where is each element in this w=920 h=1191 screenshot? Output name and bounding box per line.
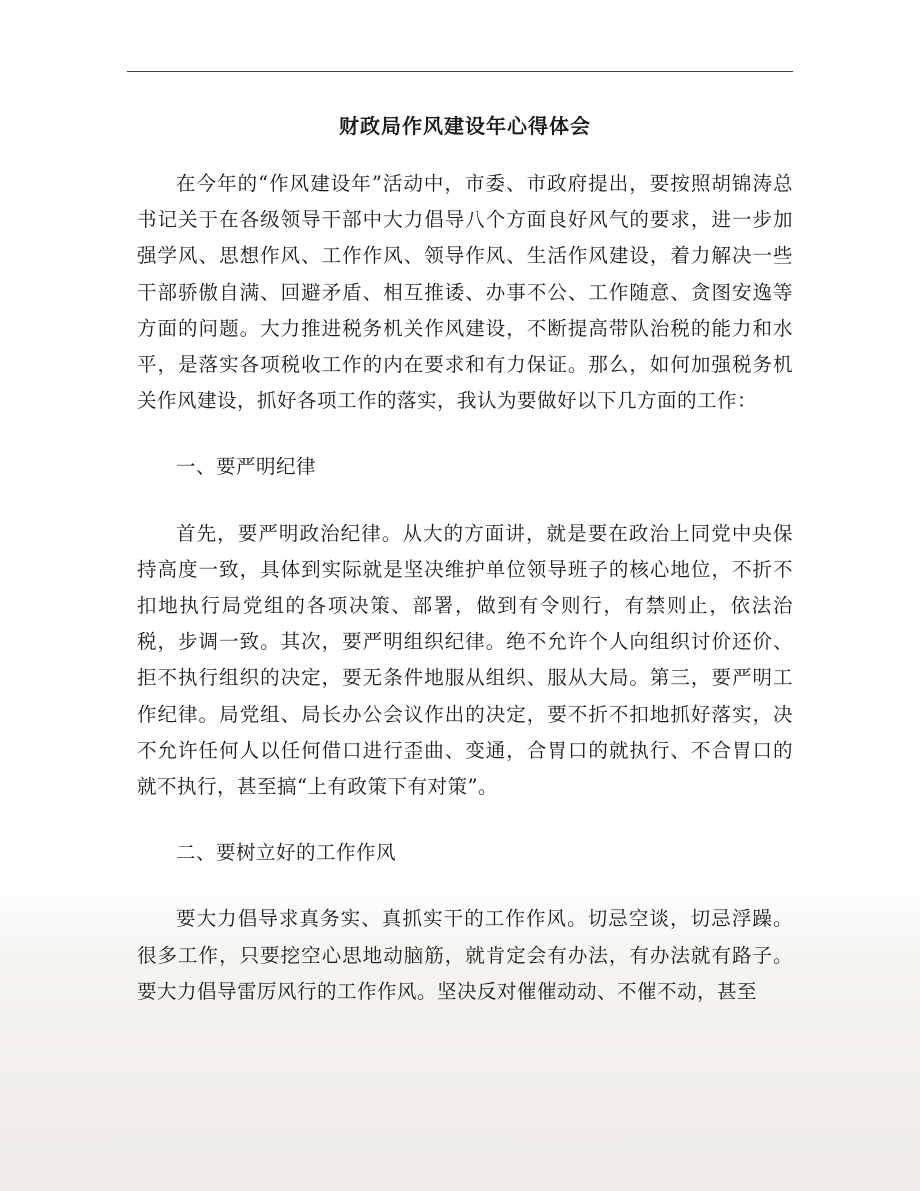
section-paragraph-work-style: 要大力倡导求真务实、真抓实干的工作作风。切忌空谈，切忌浮躁。很多工作，只要挖空心思地动脑筋，就肯定会有办法，有办法就有路子。要大力倡导雷厉风行的工作作风。坚决反对催催动动、不催不动，甚至	[137, 907, 793, 1003]
document-body	[137, 106, 793, 1010]
section-heading-work-style: 二、要树立好的工作作风	[176, 841, 397, 865]
section-heading-discipline: 一、要严明纪律	[176, 455, 317, 479]
document-title: 财政局作风建设年心得体会	[339, 114, 591, 138]
header-rule	[127, 71, 793, 72]
intro-paragraph: 在今年的“作风建设年”活动中，市委、市政府提出，要按照胡锦涛总书记关于在各级领导干部中大力倡导八个方面良好风气的要求，进一步加强学风、思想作风、工作作风、领导作风、生活作风建设，着力解决一些干部骄傲自满、回避矛盾、相互推诿、办事不公、工作随意、贪图安逸等方面的问题。大力推进税务机关作风建设，不断提高带队治税的能力和水平，是落实各项税收工作的内在要求和有力保证。那么，如何加强税务机关作风建设，抓好各项工作的落实，我认为要做好以下几方面的工作：	[137, 172, 793, 413]
section-paragraph-discipline: 首先，要严明政治纪律。从大的方面讲，就是要在政治上同党中央保持高度一致，具体到实际就是坚决维护单位领导班子的核心地位，不折不扣地执行局党组的各项决策、部署，做到有令则行，有禁则止，依法治税，步调一致。其次，要严明组织纪律。绝不允许个人向组织讨价还价、拒不执行组织的决定，要无条件地服从组织、服从大局。第三，要严明工作纪律。局党组、局长办公会议作出的决定，要不折不扣地抓好落实，决不允许任何人以任何借口进行歪曲、变通，合胃口的就执行、不合胃口的就不执行，甚至搞“上有政策下有对策”。	[137, 521, 793, 799]
